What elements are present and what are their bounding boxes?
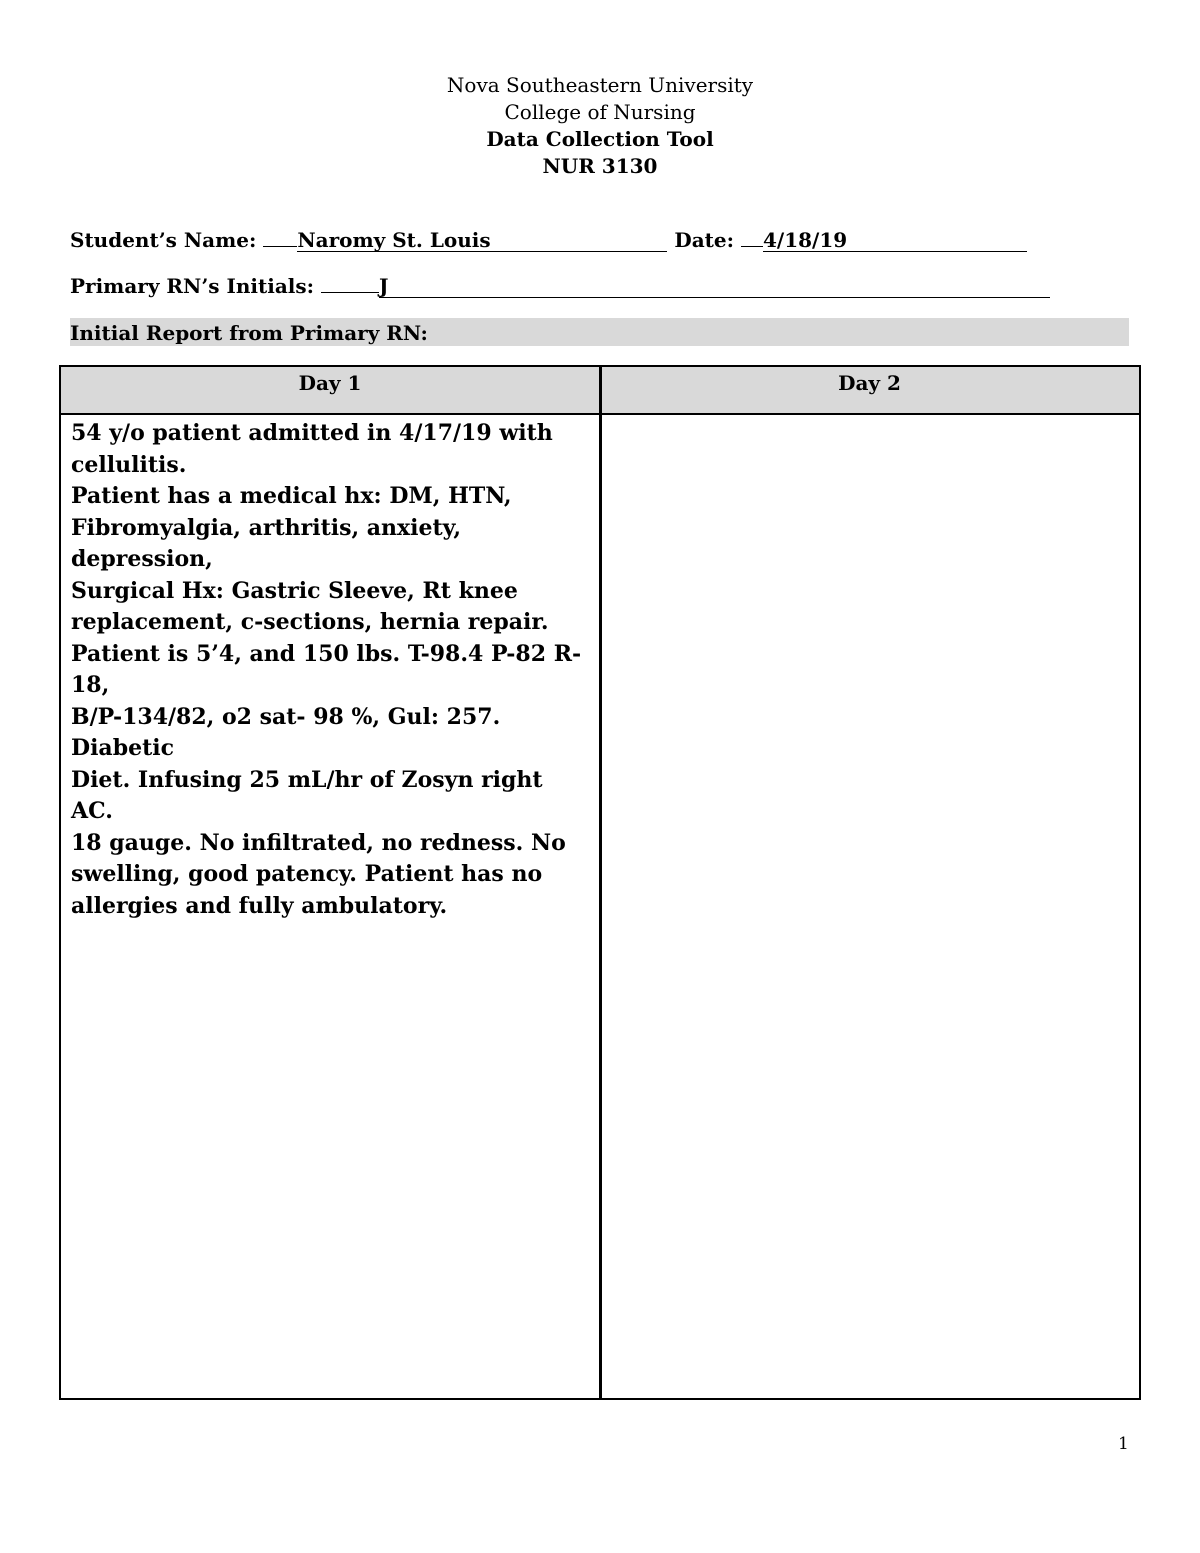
day1-line: Diet. Infusing 25 mL/hr of Zosyn right AC. [71,766,543,824]
rn-initials-lead-blank [321,292,379,293]
day1-line: B/P-134/82, o2 sat- 98 %, Gul: 257. Diabetic [71,703,501,761]
day1-line: Patient is 5’4, and 150 lbs. T-98.4 P-82 R-18, [71,640,582,698]
college-name: College of Nursing [504,100,696,124]
page-number: 1 [1118,1434,1129,1454]
university-name: Nova Southeastern University [446,73,754,97]
student-name-lead-blank [263,246,297,247]
day1-line: Fibromyalgia, arthritis, anxiety, depression, [71,514,462,572]
day1-column-header: Day 1 [298,371,362,395]
day1-line: replacement, c-sections, hernia repair. [71,609,549,635]
primary-rn-line [70,274,1050,298]
course-code: NUR 3130 [542,154,658,178]
day1-line: 54 y/o patient admitted in 4/17/19 with [71,420,553,446]
tool-title: Data Collection Tool [486,127,714,151]
day1-line: cellulitis. [71,451,187,478]
day1-line: Surgical Hx: Gastric Sleeve, Rt knee [71,577,518,604]
student-name-value: Naromy St. Louis [297,228,491,252]
date-value: 4/18/19 [762,228,848,252]
day1-line: allergies and fully ambulatory. [71,892,448,919]
column-divider [599,367,602,1398]
initial-report-label: Initial Report from Primary RN: [70,321,428,345]
student-name-label: Student’s Name: [70,228,257,252]
day-report-table [59,365,1141,1400]
day1-line: 18 gauge. No infiltrated, no redness. No [71,829,566,856]
date-lead-blank [741,246,763,247]
day1-report-text[interactable] [71,418,591,922]
day2-report-cell[interactable] [611,418,1131,1378]
rn-initials-value: J [379,274,389,298]
rn-initials-field[interactable] [379,275,1050,298]
day1-line: Patient has a medical hx: DM, HTN, [71,483,512,509]
date-field[interactable] [763,229,1027,252]
initial-report-heading [70,318,1129,346]
document-header [0,72,1200,180]
rn-initials-label: Primary RN’s Initials: [70,274,315,298]
day2-column-header: Day 2 [838,371,901,395]
day1-line: swelling, good patency. Patient has no [71,861,543,887]
student-name-field[interactable] [297,229,667,252]
student-info-line [70,228,1027,252]
date-label: Date: [674,228,734,252]
